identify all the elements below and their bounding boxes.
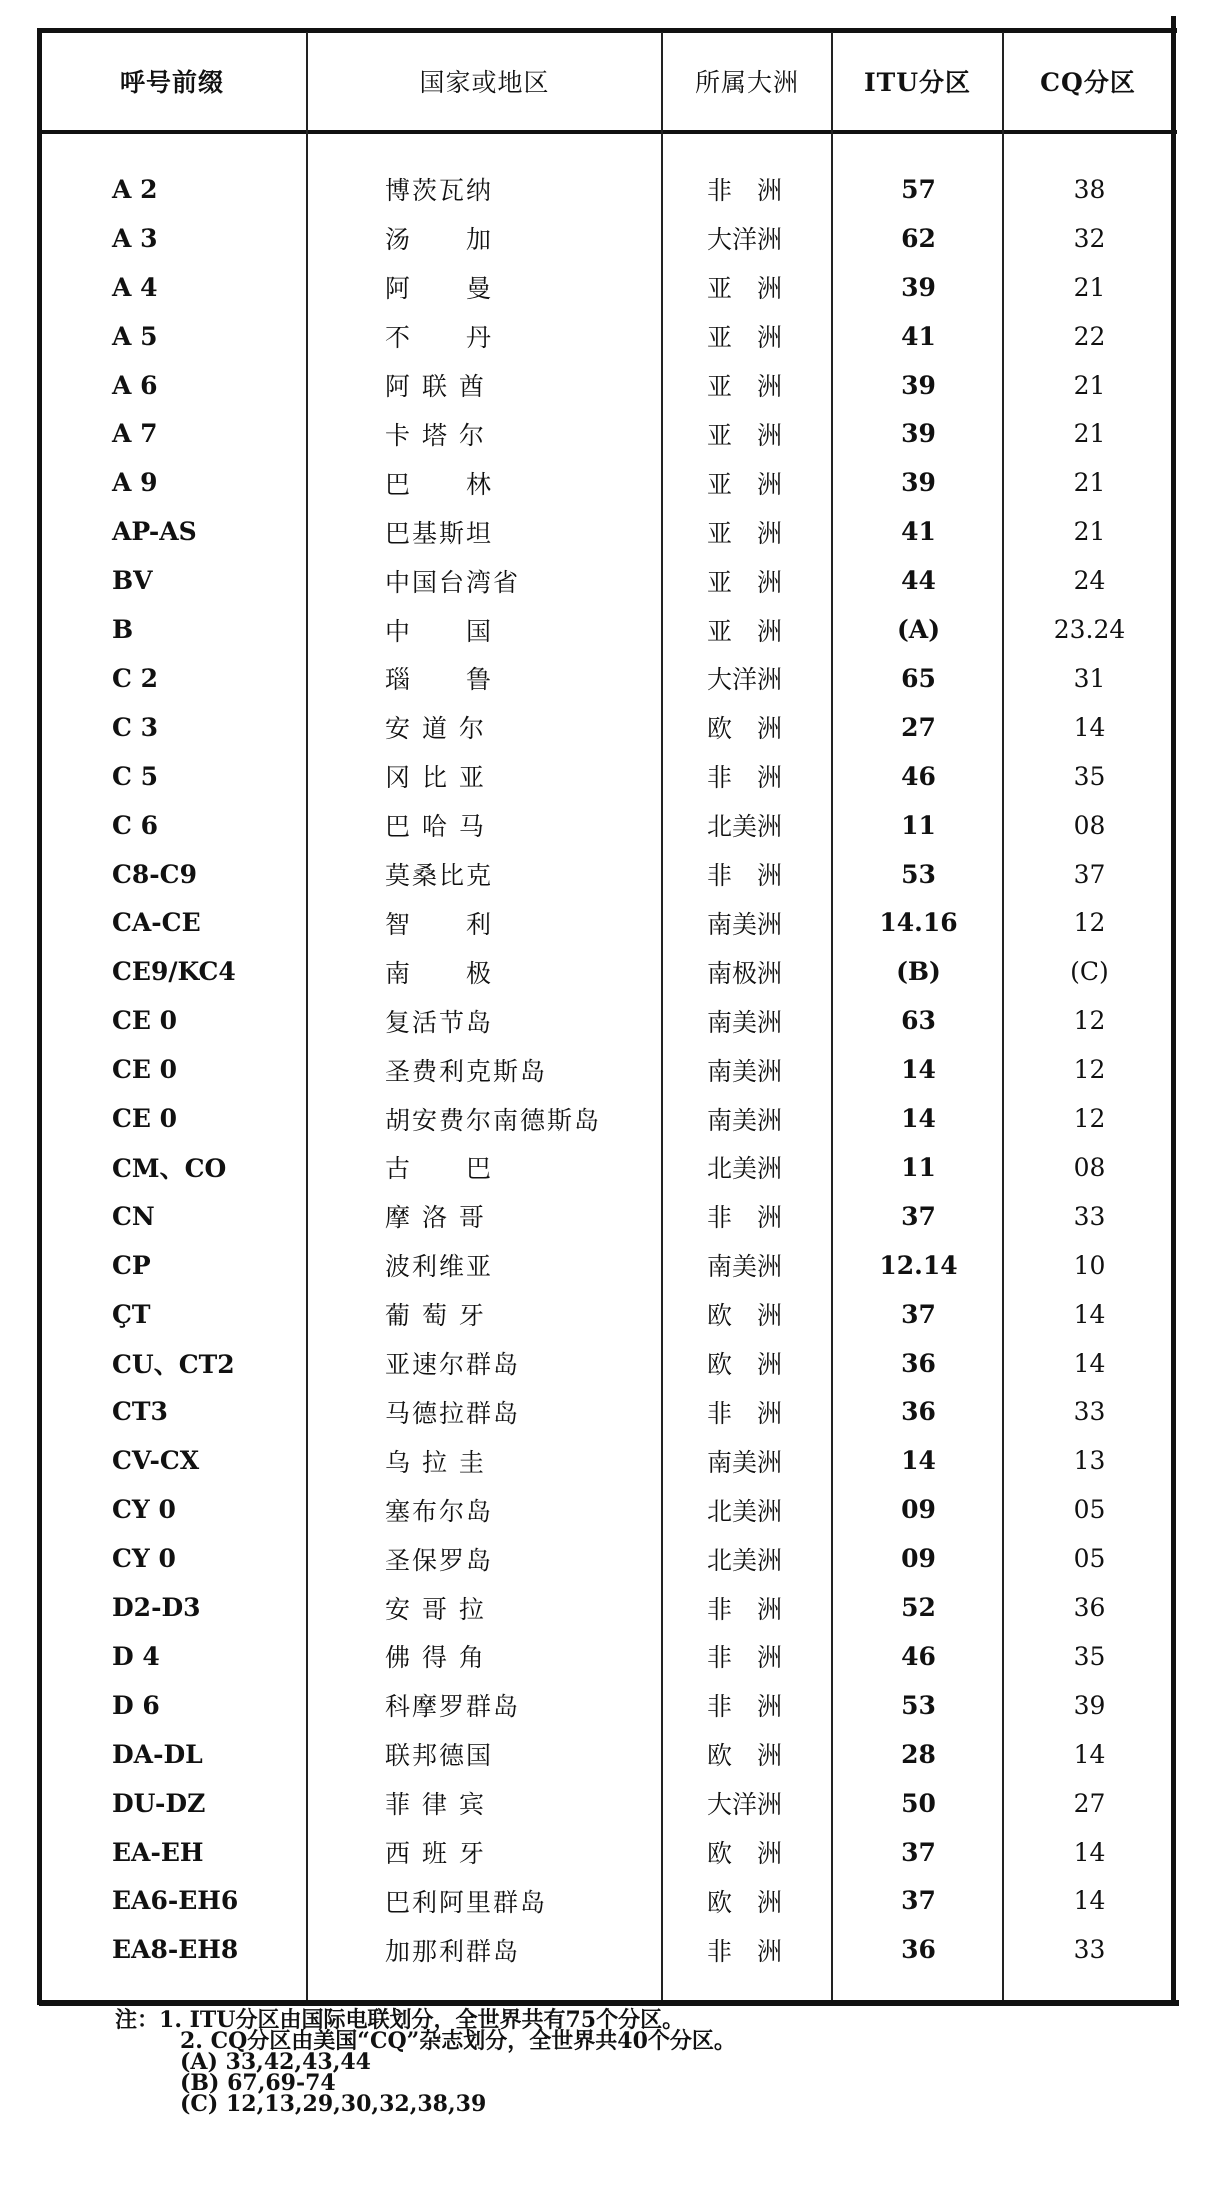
country-name: 加那利群岛 <box>385 1936 521 1966</box>
cq-zone: (C) <box>1070 957 1109 987</box>
continent: 北美洲 <box>707 812 783 842</box>
cq-zone: 12 <box>1073 1006 1106 1036</box>
cq-zone: 05 <box>1073 1544 1106 1574</box>
continent: 非 洲 <box>707 176 783 206</box>
callsign-prefix: A 5 <box>112 321 158 351</box>
callsign-prefix: C 3 <box>112 712 158 742</box>
cq-zone: 21 <box>1073 517 1106 547</box>
continent: 欧 洲 <box>707 714 783 744</box>
country-name: 复活节岛 <box>385 1007 494 1037</box>
continent: 欧 洲 <box>707 1350 783 1380</box>
callsign-prefix: CV-CX <box>112 1446 200 1476</box>
itu-zone: (A) <box>896 615 941 645</box>
table-row <box>37 1192 1177 1241</box>
callsign-prefix: DU-DZ <box>112 1788 206 1818</box>
header-country: 国家或地区 <box>419 68 550 97</box>
header-itu-zone: ITU分区 <box>863 68 972 97</box>
callsign-prefix: CY 0 <box>112 1544 176 1574</box>
callsign-prefix: A 6 <box>112 370 158 400</box>
table-row <box>37 1388 1177 1437</box>
country-name: 巴 林 <box>385 469 494 499</box>
cq-zone: 14 <box>1073 1837 1106 1867</box>
cq-zone: 33 <box>1073 1935 1106 1965</box>
country-name: 瑙 鲁 <box>385 665 494 695</box>
cq-zone: 14 <box>1073 1299 1106 1329</box>
header-continent: 所属大洲 <box>694 68 799 97</box>
callsign-prefix: C8-C9 <box>112 859 197 889</box>
country-name: 中 国 <box>385 616 494 646</box>
country-name: 冈 比 亚 <box>385 763 486 793</box>
callsign-prefix: A 7 <box>112 419 158 449</box>
continent: 亚 洲 <box>707 420 783 450</box>
itu-zone: 39 <box>901 419 936 449</box>
table-row <box>37 1877 1177 1926</box>
table-row <box>37 507 1177 556</box>
itu-zone: 11 <box>901 1152 936 1182</box>
callsign-prefix: EA8-EH8 <box>112 1935 239 1965</box>
country-name: 巴利阿里群岛 <box>385 1887 548 1917</box>
cq-zone: 37 <box>1073 859 1106 889</box>
cq-zone: 23.24 <box>1053 615 1126 645</box>
callsign-prefix: DA-DL <box>112 1739 203 1769</box>
table-row <box>37 263 1177 312</box>
table-row <box>37 1632 1177 1681</box>
note-footnote-b: (B) 67,69-74 <box>180 2070 336 2096</box>
table-row <box>37 1730 1177 1779</box>
country-name: 胡安费尔南德斯岛 <box>385 1105 602 1135</box>
itu-zone: 37 <box>901 1886 936 1916</box>
table-row <box>37 703 1177 752</box>
itu-zone: 36 <box>901 1348 936 1378</box>
note-footnote-c: (C) 12,13,29,30,32,38,39 <box>180 2091 487 2117</box>
continent: 亚 洲 <box>707 274 783 304</box>
callsign-prefix: A 2 <box>112 174 158 204</box>
callsign-prefix: A 3 <box>112 223 158 253</box>
cq-zone: 08 <box>1073 1152 1106 1182</box>
table-notes <box>115 2007 736 2117</box>
country-name: 亚速尔群岛 <box>385 1350 521 1380</box>
cq-zone: 21 <box>1073 370 1106 400</box>
callsign-prefix: C 6 <box>112 810 158 840</box>
country-name: 莫桑比克 <box>385 861 494 891</box>
itu-zone: 52 <box>901 1593 936 1623</box>
itu-zone: 14 <box>901 1446 936 1476</box>
itu-zone: 65 <box>901 663 936 693</box>
country-name: 波利维亚 <box>385 1252 494 1282</box>
table-row <box>37 1436 1177 1485</box>
itu-zone: 09 <box>901 1544 936 1574</box>
continent: 南极洲 <box>707 958 783 988</box>
continent: 南美洲 <box>707 1007 783 1037</box>
continent: 非 洲 <box>707 763 783 793</box>
header-divider <box>37 130 1177 134</box>
callsign-prefix: A 4 <box>112 272 158 302</box>
callsign-prefix: D 4 <box>112 1641 160 1671</box>
table-row <box>37 801 1177 850</box>
table-row <box>37 1779 1177 1828</box>
cq-zone: 13 <box>1073 1446 1106 1476</box>
country-name: 西 班 牙 <box>385 1839 486 1869</box>
table-row <box>37 556 1177 605</box>
itu-zone: 53 <box>901 859 936 889</box>
table-row <box>37 947 1177 996</box>
callsign-prefix: CP <box>112 1250 151 1280</box>
callsign-prefix: CY 0 <box>112 1495 176 1525</box>
cq-zone: 33 <box>1073 1397 1106 1427</box>
itu-zone: 50 <box>901 1788 936 1818</box>
table-row <box>37 1681 1177 1730</box>
continent: 亚 洲 <box>707 469 783 499</box>
continent: 南美洲 <box>707 909 783 939</box>
continent: 欧 洲 <box>707 1741 783 1771</box>
cq-zone: 12 <box>1073 908 1106 938</box>
cq-zone: 22 <box>1073 321 1106 351</box>
callsign-prefix: B <box>112 615 134 645</box>
country-name: 南 极 <box>385 958 494 988</box>
country-name: 阿 联 酋 <box>385 372 486 402</box>
cq-zone: 24 <box>1073 566 1106 596</box>
table-row <box>37 165 1177 214</box>
country-name: 乌 拉 圭 <box>385 1447 486 1477</box>
callsign-prefix: A 9 <box>112 468 158 498</box>
itu-zone: 36 <box>901 1397 936 1427</box>
itu-zone: 41 <box>901 321 936 351</box>
table-row <box>37 850 1177 899</box>
table-row <box>37 1583 1177 1632</box>
callsign-prefix: BV <box>112 566 153 596</box>
cq-zone: 12 <box>1073 1104 1106 1134</box>
continent: 非 洲 <box>707 861 783 891</box>
cq-zone: 14 <box>1073 1886 1106 1916</box>
itu-zone: 62 <box>901 223 936 253</box>
table-row <box>37 312 1177 361</box>
table-row <box>37 361 1177 410</box>
itu-zone: 41 <box>901 517 936 547</box>
cq-zone: 21 <box>1073 272 1106 302</box>
cq-zone: 27 <box>1073 1788 1106 1818</box>
country-name: 阿 曼 <box>385 274 494 304</box>
table-row <box>37 1339 1177 1388</box>
continent: 非 洲 <box>707 1692 783 1722</box>
itu-zone: 46 <box>901 1641 936 1671</box>
table-row <box>37 1143 1177 1192</box>
callsign-prefix: EA-EH <box>112 1837 204 1867</box>
continent: 亚 洲 <box>707 323 783 353</box>
itu-zone: 27 <box>901 712 936 742</box>
itu-zone: (B) <box>896 957 941 987</box>
table-row <box>37 996 1177 1045</box>
table-row <box>37 752 1177 801</box>
country-name: 巴 哈 马 <box>385 812 486 842</box>
callsign-prefix: C 2 <box>112 663 158 693</box>
itu-zone: 14 <box>901 1055 936 1085</box>
cq-zone: 21 <box>1073 419 1106 449</box>
table-row <box>37 1290 1177 1339</box>
continent: 非 洲 <box>707 1643 783 1673</box>
table-row <box>37 605 1177 654</box>
continent: 北美洲 <box>707 1496 783 1526</box>
country-name: 圣保罗岛 <box>385 1545 494 1575</box>
callsign-prefix: CT3 <box>112 1397 168 1427</box>
callsign-prefix: CE 0 <box>112 1006 178 1036</box>
callsign-prefix: CU、CT2 <box>112 1350 235 1380</box>
table-row <box>37 654 1177 703</box>
continent: 南美洲 <box>707 1105 783 1135</box>
table-row <box>37 1094 1177 1143</box>
cq-zone: 31 <box>1073 663 1106 693</box>
continent: 南美洲 <box>707 1447 783 1477</box>
note-line-2: 2. CQ分区由美国“CQ”杂志划分，全世界共40个分区。 <box>180 2028 736 2054</box>
continent: 亚 洲 <box>707 567 783 597</box>
continent: 大洋洲 <box>707 665 783 695</box>
table-row <box>37 1241 1177 1290</box>
country-name: 不 丹 <box>385 323 494 353</box>
table-header <box>37 32 1177 130</box>
cq-zone: 21 <box>1073 468 1106 498</box>
cq-zone: 14 <box>1073 712 1106 742</box>
country-name: 圣费利克斯岛 <box>385 1056 548 1086</box>
itu-zone: 12.14 <box>879 1250 958 1280</box>
cq-zone: 36 <box>1073 1593 1106 1623</box>
cq-zone: 08 <box>1073 810 1106 840</box>
header-prefix: 呼号前缀 <box>119 68 224 97</box>
callsign-prefix: CM、CO <box>112 1154 227 1184</box>
note-footnote-a: (A) 33,42,43,44 <box>180 2049 371 2075</box>
country-name: 博茨瓦纳 <box>385 176 494 206</box>
continent: 亚 洲 <box>707 616 783 646</box>
cq-zone: 14 <box>1073 1739 1106 1769</box>
country-name: 佛 得 角 <box>385 1643 486 1673</box>
cq-zone: 05 <box>1073 1495 1106 1525</box>
country-name: 联邦德国 <box>385 1741 494 1771</box>
table-row <box>37 899 1177 948</box>
itu-zone: 44 <box>901 566 936 596</box>
cq-zone: 10 <box>1073 1250 1106 1280</box>
itu-zone: 53 <box>901 1690 936 1720</box>
country-name: 古 巴 <box>385 1154 494 1184</box>
continent: 南美洲 <box>707 1252 783 1282</box>
country-name: 汤 加 <box>385 225 494 255</box>
table-row <box>37 1045 1177 1094</box>
cq-zone: 39 <box>1073 1690 1106 1720</box>
callsign-prefix: D 6 <box>112 1690 160 1720</box>
callsign-prefix: EA6-EH6 <box>112 1886 239 1916</box>
continent: 亚 洲 <box>707 518 783 548</box>
itu-zone: 28 <box>901 1739 936 1769</box>
country-name: 中国台湾省 <box>385 567 521 597</box>
continent: 欧 洲 <box>707 1887 783 1917</box>
itu-zone: 37 <box>901 1201 936 1231</box>
notes-label: 注： <box>115 2007 160 2033</box>
callsign-prefix: CA-CE <box>112 908 201 938</box>
table-row <box>37 214 1177 263</box>
itu-zone: 09 <box>901 1495 936 1525</box>
itu-zone: 36 <box>901 1935 936 1965</box>
continent: 北美洲 <box>707 1154 783 1184</box>
continent: 南美洲 <box>707 1056 783 1086</box>
country-name: 马德拉群岛 <box>385 1398 521 1428</box>
country-name: 塞布尔岛 <box>385 1496 494 1526</box>
country-name: 安 哥 拉 <box>385 1594 486 1624</box>
country-name: 葡 萄 牙 <box>385 1301 486 1331</box>
cq-zone: 35 <box>1073 1641 1106 1671</box>
itu-zone: 39 <box>901 272 936 302</box>
continent: 北美洲 <box>707 1545 783 1575</box>
callsign-prefix: CN <box>112 1201 155 1231</box>
continent: 欧 洲 <box>707 1839 783 1869</box>
table-row <box>37 1485 1177 1534</box>
table-row <box>37 1534 1177 1583</box>
callsign-prefix: D2-D3 <box>112 1593 201 1623</box>
country-name: 菲 律 宾 <box>385 1790 486 1820</box>
table-bottom-border <box>39 2000 1179 2006</box>
continent: 大洋洲 <box>707 1790 783 1820</box>
continent: 非 洲 <box>707 1594 783 1624</box>
table-row <box>37 1925 1177 1974</box>
itu-zone: 57 <box>901 174 936 204</box>
itu-zone: 37 <box>901 1299 936 1329</box>
cq-zone: 35 <box>1073 761 1106 791</box>
continent: 非 洲 <box>707 1203 783 1233</box>
callsign-prefix: AP-AS <box>112 517 197 547</box>
note-line-1: 注：1. ITU分区由国际电联划分，全世界共有75个分区。 <box>115 2007 685 2033</box>
cq-zone: 33 <box>1073 1201 1106 1231</box>
table-row <box>37 410 1177 459</box>
continent: 欧 洲 <box>707 1301 783 1331</box>
cq-zone: 12 <box>1073 1055 1106 1085</box>
itu-zone: 14.16 <box>879 908 958 938</box>
callsign-prefix: ÇT <box>112 1299 151 1329</box>
itu-zone: 37 <box>901 1837 936 1867</box>
continent: 非 洲 <box>707 1936 783 1966</box>
callsign-prefix: CE 0 <box>112 1055 178 1085</box>
itu-zone: 14 <box>901 1104 936 1134</box>
cq-zone: 14 <box>1073 1348 1106 1378</box>
callsign-prefix: CE9/KC4 <box>112 957 236 987</box>
table-row <box>37 458 1177 507</box>
country-name: 摩 洛 哥 <box>385 1203 486 1233</box>
country-name: 卡 塔 尔 <box>385 420 486 450</box>
continent: 大洋洲 <box>707 225 783 255</box>
itu-zone: 11 <box>901 810 936 840</box>
callsign-prefix: C 5 <box>112 761 158 791</box>
itu-zone: 46 <box>901 761 936 791</box>
itu-zone: 63 <box>901 1006 936 1036</box>
country-name: 巴基斯坦 <box>385 518 494 548</box>
continent: 亚 洲 <box>707 372 783 402</box>
continent: 非 洲 <box>707 1398 783 1428</box>
cq-zone: 32 <box>1073 223 1106 253</box>
country-name: 安 道 尔 <box>385 714 486 744</box>
itu-zone: 39 <box>901 370 936 400</box>
country-name: 科摩罗群岛 <box>385 1692 521 1722</box>
table-row <box>37 1828 1177 1877</box>
callsign-prefix: CE 0 <box>112 1104 178 1134</box>
header-cq-zone: CQ分区 <box>1040 68 1136 97</box>
country-name: 智 利 <box>385 909 494 939</box>
cq-zone: 38 <box>1073 174 1106 204</box>
itu-zone: 39 <box>901 468 936 498</box>
